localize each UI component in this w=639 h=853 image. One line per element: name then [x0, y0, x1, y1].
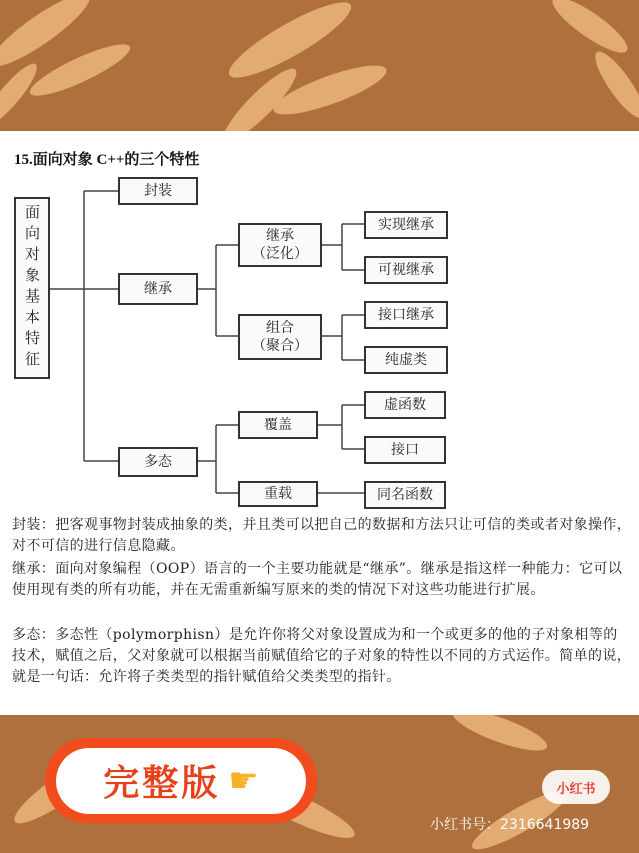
document-card: [0, 131, 639, 715]
root-node: 面向对象基本特征: [14, 197, 50, 379]
node-overload: 重载: [238, 481, 318, 507]
node-virtual-func: 虚函数: [364, 391, 446, 419]
node-encapsulation: 封装: [118, 177, 198, 205]
node-composition: 组合 （聚合）: [238, 314, 322, 360]
node-interface-inherit: 接口继承: [364, 301, 448, 329]
node-polymorphism: 多态: [118, 447, 198, 477]
node-inheritance: 继承: [118, 273, 198, 305]
page-title: 15.面向对象 C++的三个特性: [14, 152, 200, 168]
node-visual-inherit: 可视继承: [364, 256, 448, 284]
node-interface: 接口: [364, 436, 446, 464]
node-pure-virtual: 纯虚类: [364, 346, 448, 374]
paragraph-polymorphism: 多态：多态性（polymorphisn）是允许你将父对象设置成为和一个或更多的他的子对象相等的技术，赋值之后，父对象就可以根据当前赋值给它的子对象的特性以不同的方式运作。简单的说，就是一句话：允许将子类类型的指针赋值给父类类型的指针。: [12, 627, 632, 685]
full-version-badge[interactable]: [45, 738, 317, 823]
account-id: 小红书号：2316641989: [430, 817, 590, 833]
node-generalization: 继承 （泛化）: [238, 223, 322, 267]
paragraph-inheritance: 继承：面向对象编程（OOP）语言的一个主要功能就是“继承”。继承是指这样一种能力：它可以使用现有类的所有功能，并在无需重新编写原来的类的情况下对这些功能进行扩展。: [12, 561, 623, 598]
node-override: 覆盖: [238, 411, 318, 439]
paragraph-encapsulation: 封装：把客观事物封装成抽象的类，并且类可以把自己的数据和方法只让可信的类或者对象操作，对不可信的进行信息隐藏。: [12, 517, 632, 554]
xiaohongshu-logo: 小红书: [542, 770, 610, 804]
pointing-hand-icon: ☛: [228, 760, 259, 801]
node-same-name-func: 同名函数: [364, 481, 446, 509]
node-impl-inherit: 实现继承: [364, 211, 448, 239]
badge-label: 完整版: [103, 763, 221, 804]
